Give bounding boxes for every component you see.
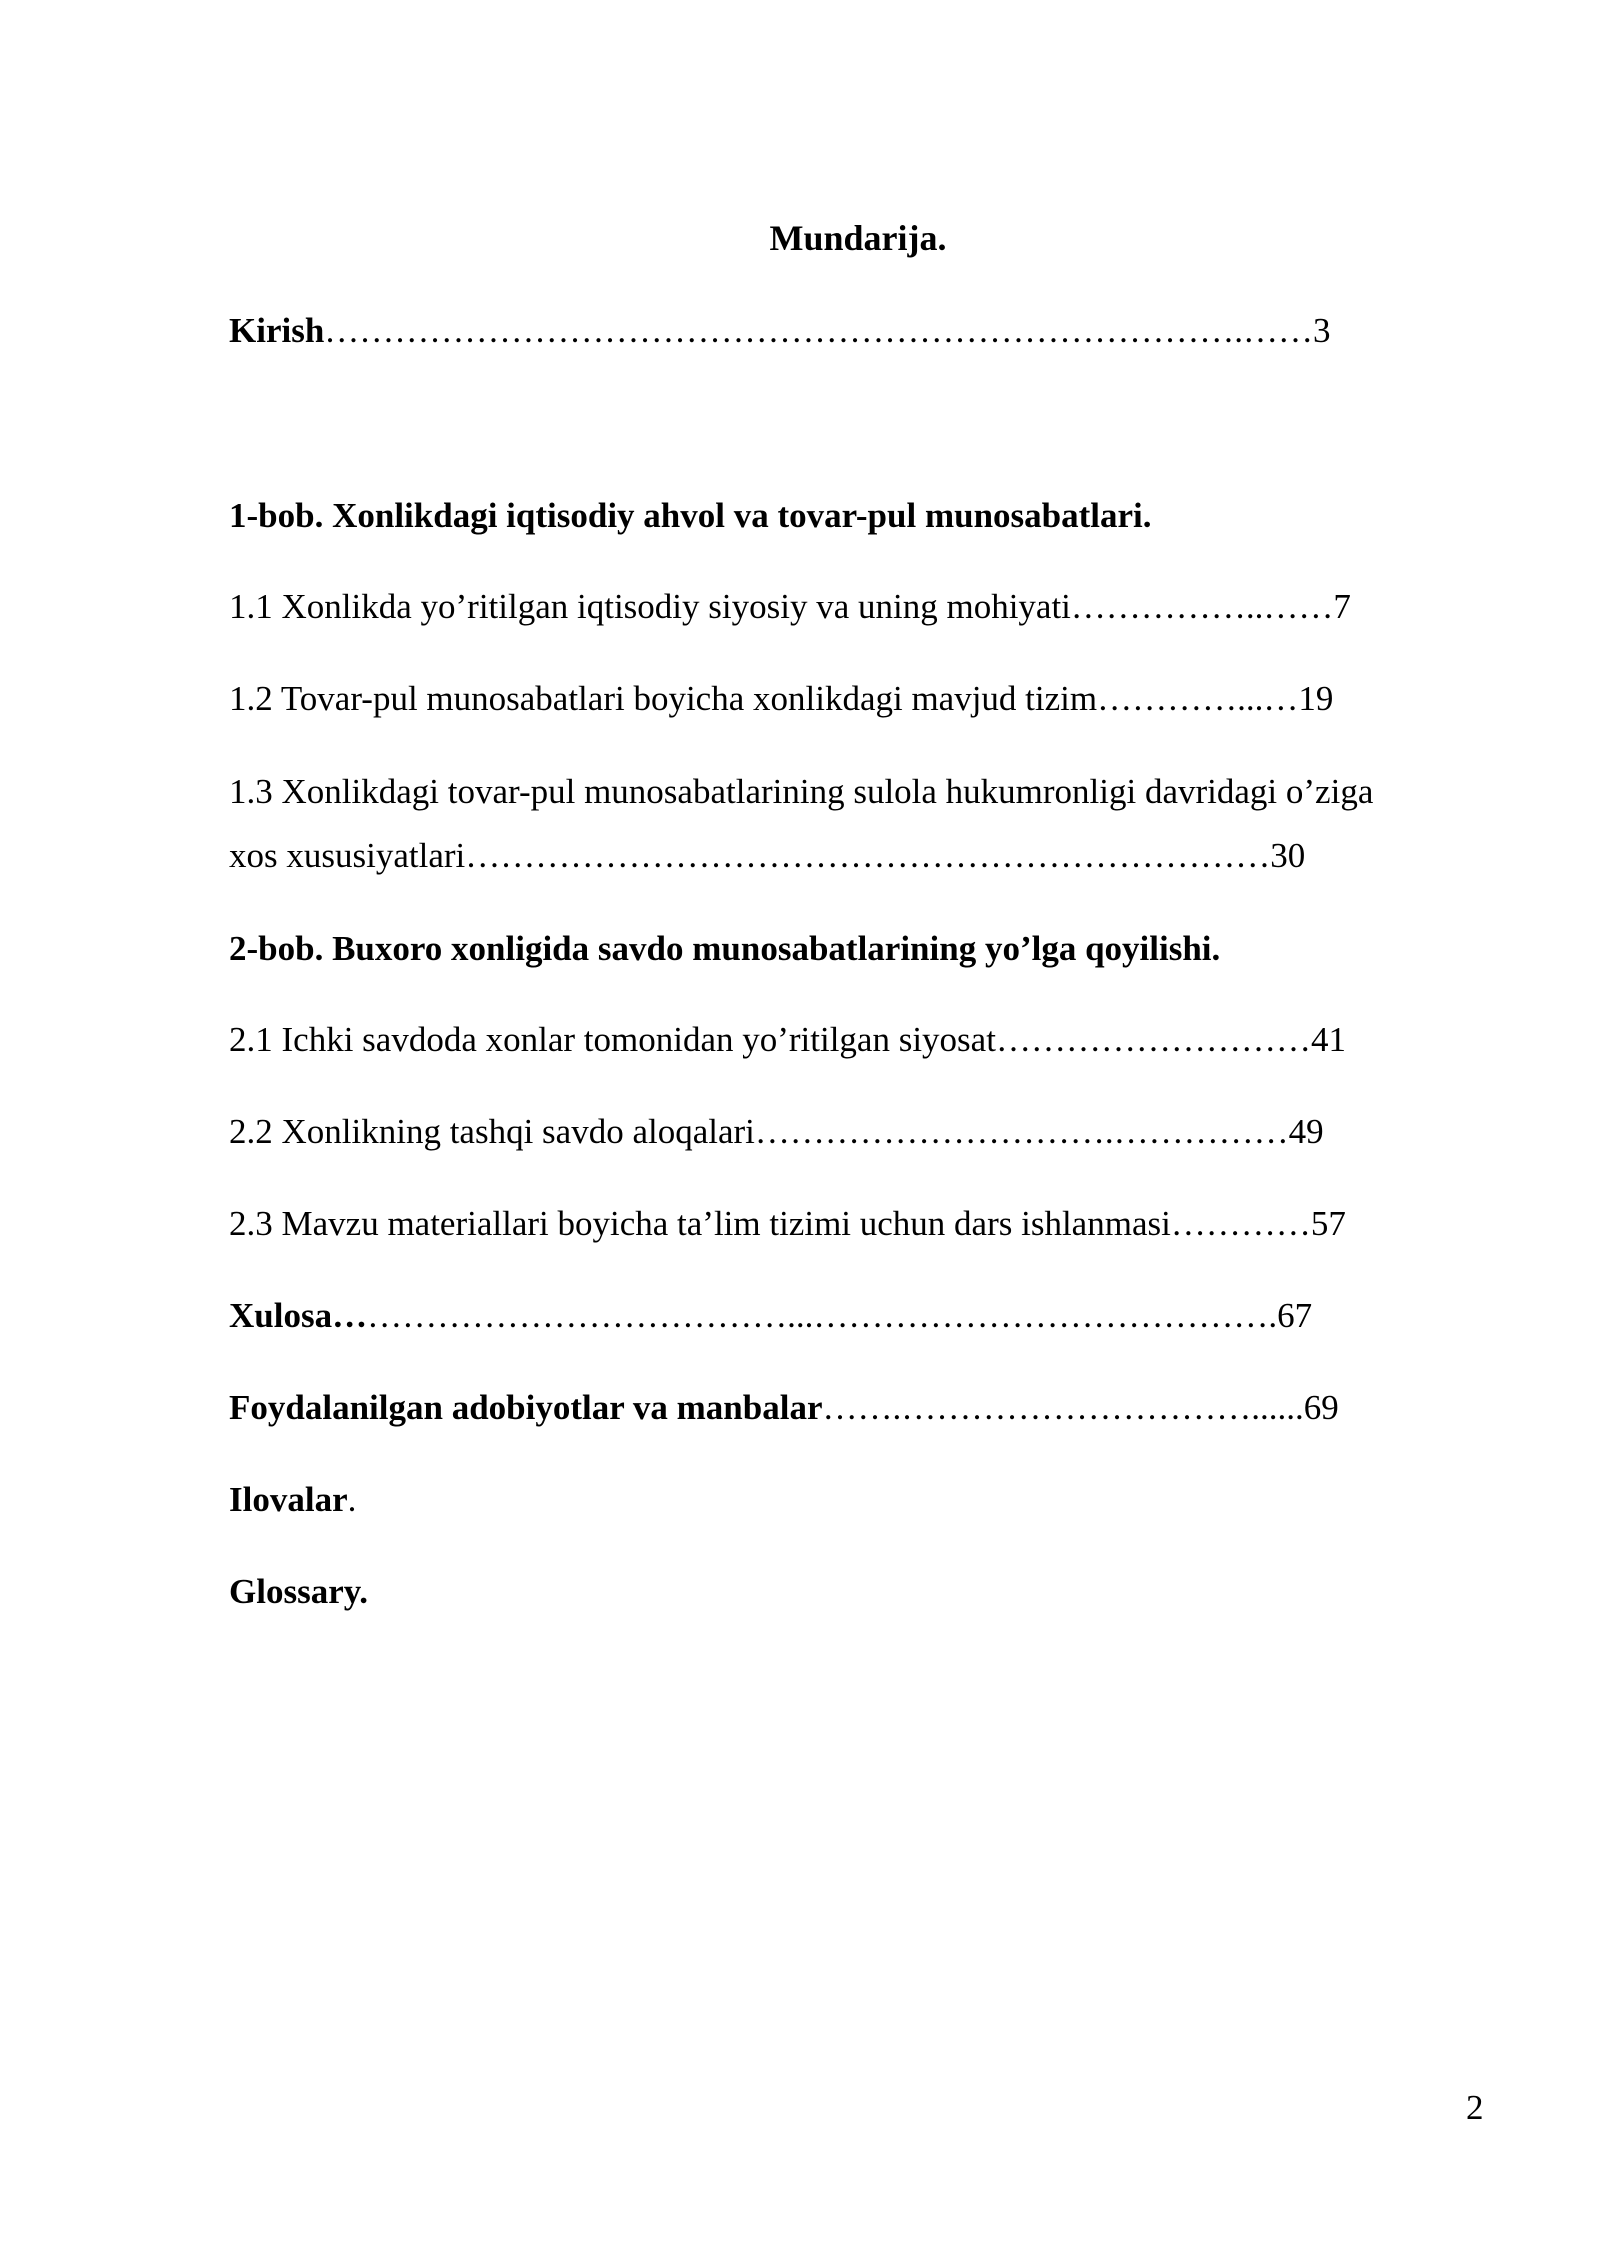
toc-page-number: 57 xyxy=(1310,1204,1346,1243)
toc-entry-label: 2.2 Xonlikning tashqi savdo aloqalari xyxy=(229,1112,755,1151)
toc-entry-1-2 xyxy=(229,677,1333,721)
toc-page-number: 67 xyxy=(1277,1296,1313,1335)
toc-chapter-heading-2: 2-bob. Buxoro xonligida savdo munosabatlarining yo’lga qoyilishi. xyxy=(229,929,1221,968)
toc-entry-2-2 xyxy=(229,1110,1324,1154)
toc-entry-1-3-line-1 xyxy=(229,770,1373,814)
toc-entry-glossary: Glossary. xyxy=(229,1572,369,1611)
toc-page-number: 3 xyxy=(1313,311,1331,350)
toc-entry-label: 2.1 Ichki savdoda xonlar tomonidan yo’ritilgan siyosat xyxy=(229,1020,996,1059)
toc-dot-leader: ……………………… xyxy=(995,1020,1311,1059)
toc-entry-1-1 xyxy=(229,585,1351,629)
toc-dot-leader: ………………………………...…………………………………. xyxy=(367,1296,1278,1335)
toc-entry-suffix: . xyxy=(347,1480,357,1519)
toc-entry-2-3 xyxy=(229,1202,1346,1246)
toc-entry-label: Ilovalar xyxy=(229,1480,348,1519)
toc-entry-foydalanilgan xyxy=(229,1386,1339,1430)
toc-entry-label: Foydalanilgan adobiyotlar va manbalar xyxy=(229,1388,823,1427)
toc-page-number: 30 xyxy=(1270,836,1306,875)
toc-entry-label: Xulosa… xyxy=(229,1296,368,1335)
toc-page-number: 41 xyxy=(1310,1020,1346,1059)
toc-page-number: 7 xyxy=(1333,587,1351,626)
toc-dot-leader: ………………………….…………… xyxy=(754,1112,1289,1151)
page-number: 2 xyxy=(1466,2088,1484,2127)
toc-entry-label: Kirish xyxy=(229,311,325,350)
toc-entry-ilovalar xyxy=(229,1478,356,1522)
toc-dot-leader: …….…………………………...... xyxy=(822,1388,1304,1427)
toc-dot-leader: ……………..…… xyxy=(1070,587,1334,626)
toc-dot-leader: …………………………………………………………… xyxy=(465,836,1271,875)
toc-entry-label: xos xususiyatlari xyxy=(229,836,466,875)
toc-page-number: 69 xyxy=(1303,1388,1339,1427)
toc-entry-label: 2.3 Mavzu materiallari boyicha ta’lim tizimi uchun dars ishlanmasi xyxy=(229,1204,1171,1243)
toc-entry-label: 1.1 Xonlikda yo’ritilgan iqtisodiy siyosiy va uning mohiyati xyxy=(229,587,1071,626)
toc-dot-leader: …………………………………………………………………….…… xyxy=(324,311,1314,350)
page-title: Mundarija. xyxy=(769,218,947,258)
toc-entry-kirish xyxy=(229,309,1331,353)
toc-dot-leader: ………… xyxy=(1170,1204,1311,1243)
toc-entry-label: 1.3 Xonlikdagi tovar-pul munosabatlarining sulola hukumronligi davridagi o’ziga xyxy=(229,772,1374,811)
toc-entry-2-1 xyxy=(229,1018,1346,1062)
toc-entry-1-3-line-2 xyxy=(229,834,1305,878)
toc-entry-xulosa xyxy=(229,1294,1312,1338)
toc-chapter-heading-1: 1-bob. Xonlikdagi iqtisodiy ahvol va tovar-pul munosabatlari. xyxy=(229,496,1152,535)
toc-page-number: 49 xyxy=(1288,1112,1324,1151)
toc-dot-leader: …………...… xyxy=(1097,679,1299,718)
toc-entry-label: 1.2 Tovar-pul munosabatlari boyicha xonlikdagi mavjud tizim xyxy=(229,679,1098,718)
toc-page-number: 19 xyxy=(1298,679,1334,718)
